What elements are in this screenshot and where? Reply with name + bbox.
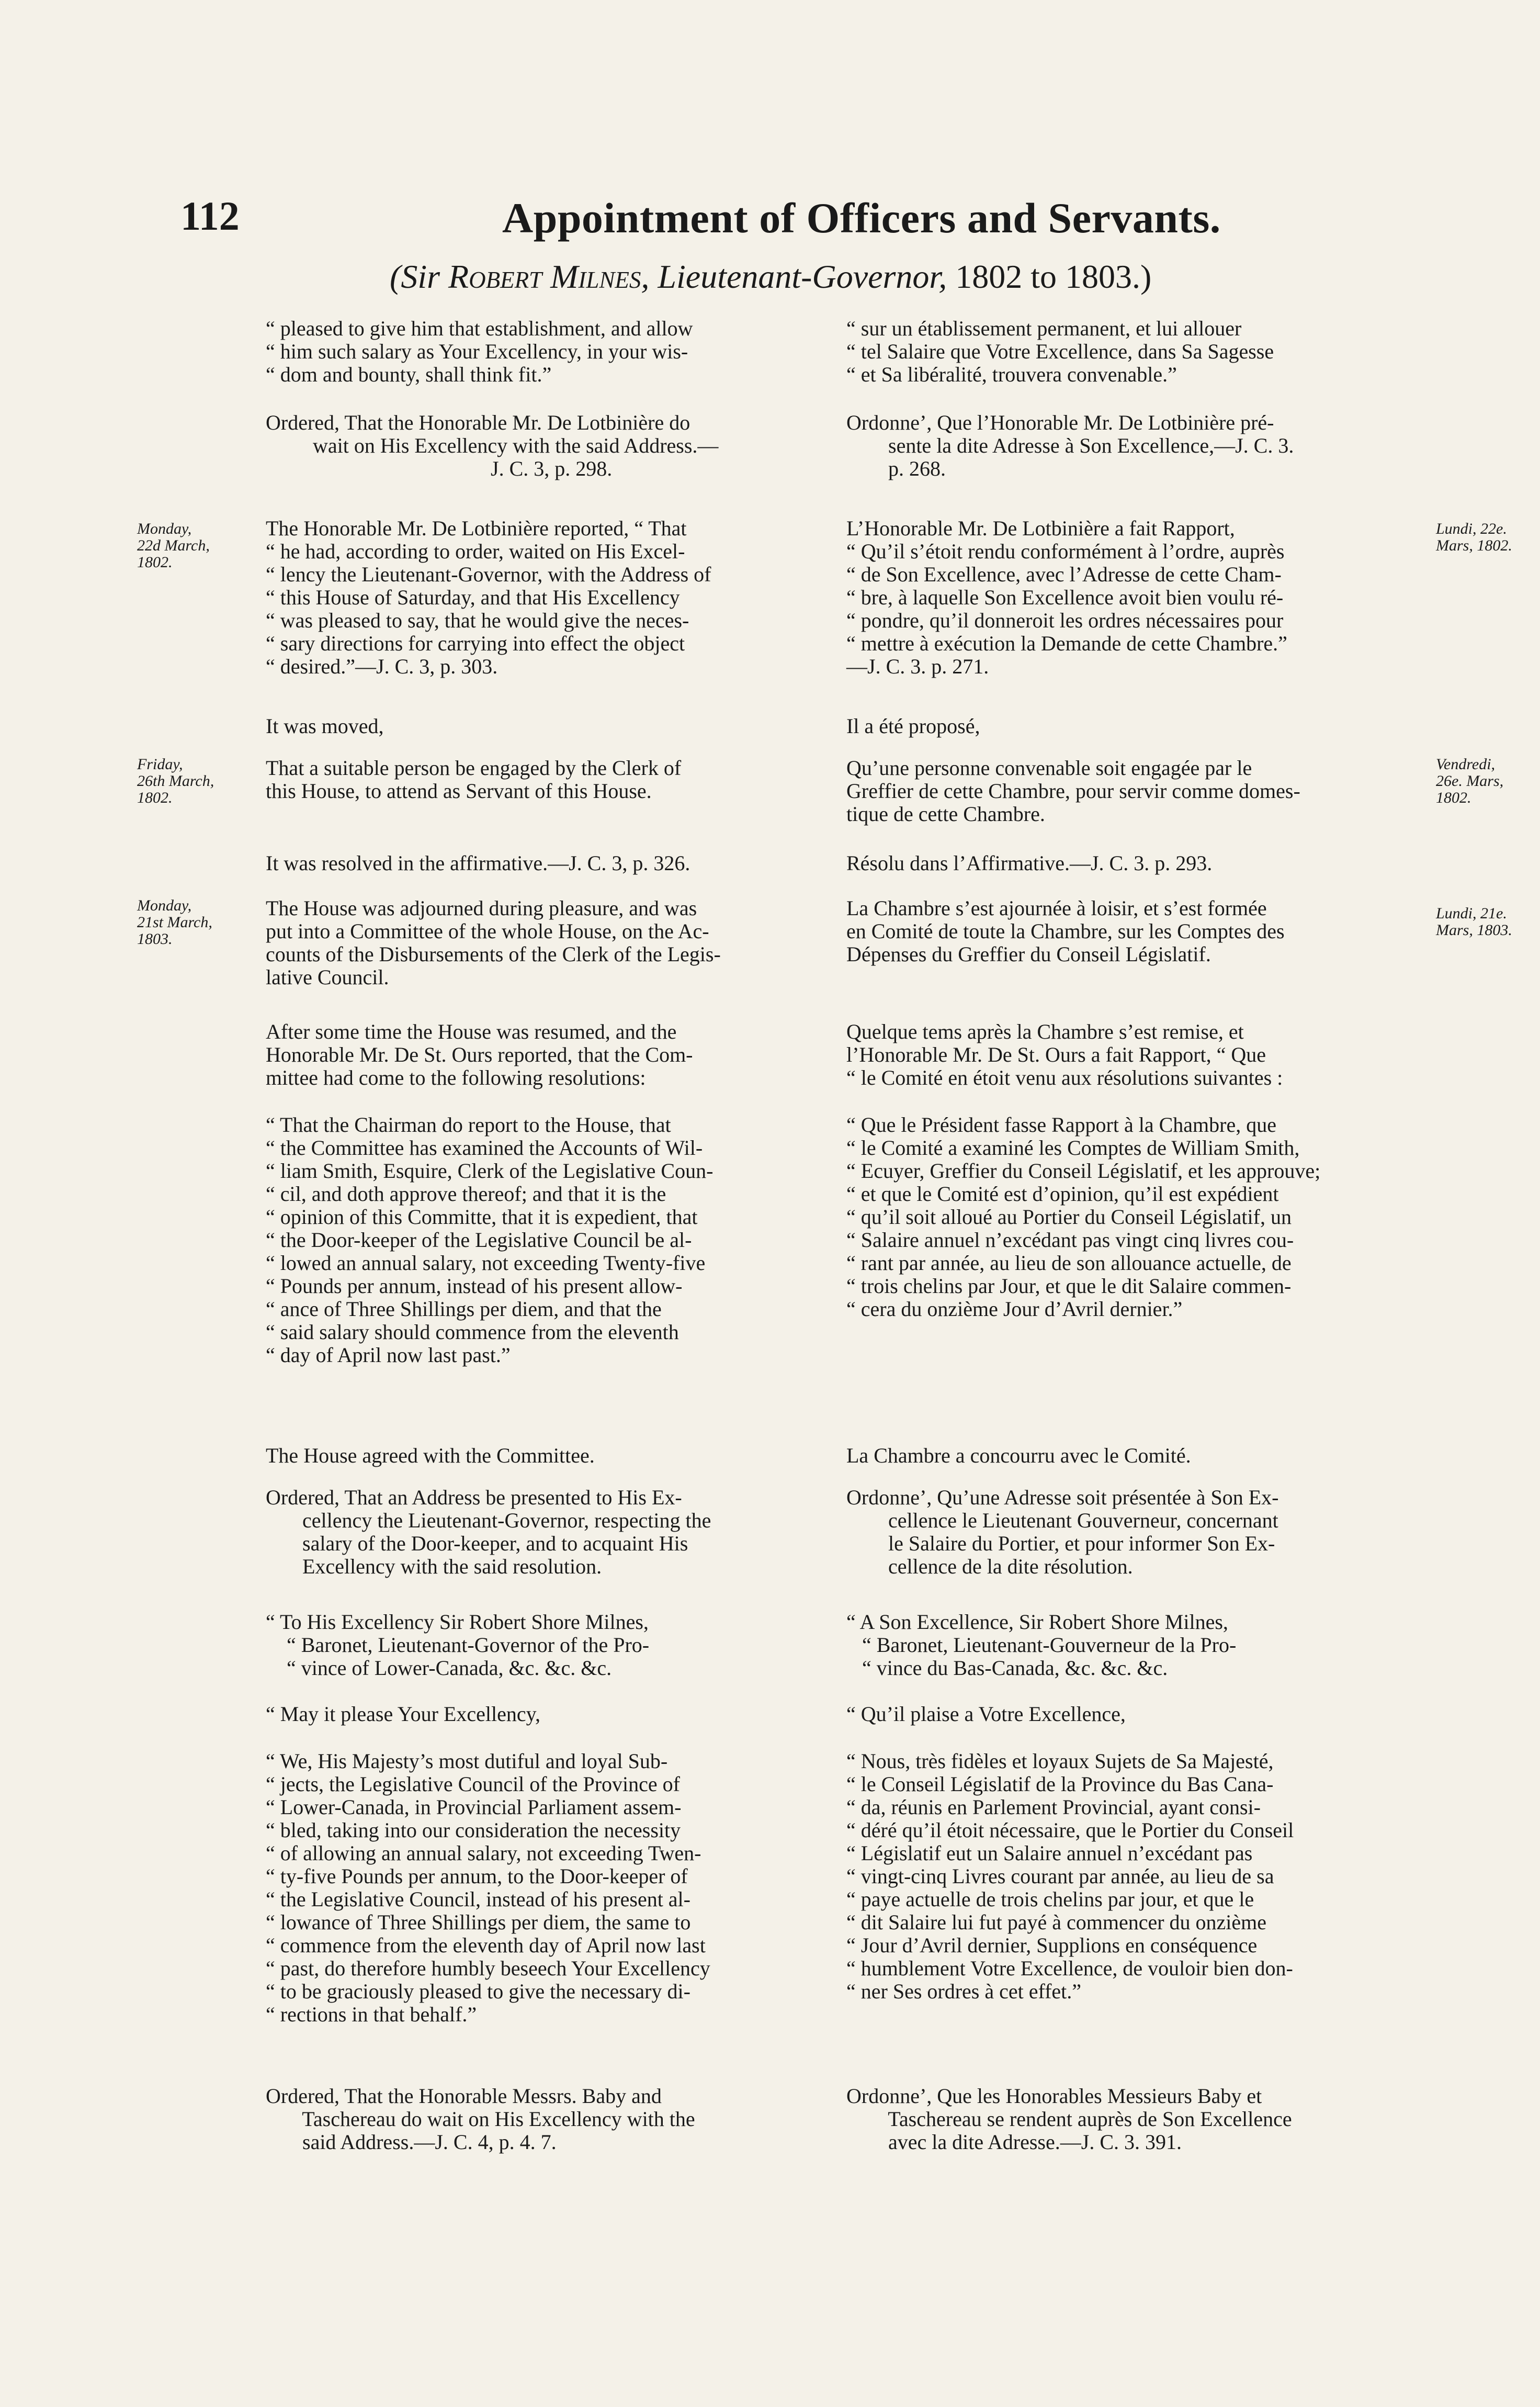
fr-paragraph-15: Ordonne’, Que les Honorables Messieurs Baby et Taschereau se rendent auprès de Son Excellence avec la dite Adresse.—J. C. 3. 391. (846, 2084, 1292, 2154)
fr-paragraph-7: La Chambre s’est ajournée à loisir, et s’est formée en Comité de toute la Chambre, sur les Comptes des Dépenses du Greffier du Conseil Législatif. (846, 896, 1285, 966)
en-paragraph-2: Ordered, That the Honorable Mr. De Lotbinière do wait on His Excellency with the said Address.— J. C. 3, p. 298. (266, 411, 719, 480)
margin-date-friday-1802: Friday, 26th March, 1802. (137, 756, 214, 806)
page-subtitle (390, 257, 1151, 296)
fr-paragraph-2: Ordonne’, Que l’Honorable Mr. De Lotbinière pré- sente la dite Adresse à Son Excellence,—J. C. 3. p. 268. (846, 411, 1294, 480)
subtitle-years: 1802 to 1803.) (955, 258, 1152, 295)
fr-paragraph-13: “ Qu’il plaise a Votre Excellence, (846, 1702, 1126, 1726)
margin-date-lundi-1803: Lundi, 21e. Mars, 1803. (1436, 905, 1512, 939)
margin-date-lundi-1802: Lundi, 22e. Mars, 1802. (1436, 520, 1512, 554)
en-paragraph-1: “ pleased to give him that establishment, and allow “ him such salary as Your Excellency, in your wis- “ dom and bounty, shall think fit.” (266, 317, 693, 386)
fr-paragraph-4: Il a été proposé, (846, 714, 980, 738)
margin-date-monday-1802: Monday, 22d March, 1802. (137, 520, 210, 571)
fr-paragraph-12: “ A Son Excellence, Sir Robert Shore Milnes, “ Baronet, Lieutenant-Gouverneur de la Pro- “ vince du Bas-Canada, &c. &c. &c. (846, 1610, 1237, 1680)
en-paragraph-5: That a suitable person be engaged by the Clerk of this House, to attend as Servant of this House. (266, 756, 682, 803)
margin-date-vendredi-1802: Vendredi, 26e. Mars, 1802. (1436, 756, 1504, 806)
fr-paragraph-11: Ordonne’, Qu’une Adresse soit présentée à Son Ex- cellence le Lieutenant Gouverneur, concernant le Salaire du Portier, et pour informer Son Ex- cellence de la dite résolution. (846, 1486, 1279, 1578)
subtitle-open: (Sir (390, 258, 448, 295)
en-paragraph-7: The House was adjourned during pleasure, and was put into a Committee of the whole House, on the Ac- counts of the Disbursements of the Clerk of the Legis- lative Council. (266, 896, 721, 989)
en-paragraph-8: After some time the House was resumed, and the Honorable Mr. De St. Ours reported, that the Com- mittee had come to the following resolutions: (266, 1020, 693, 1089)
subtitle-name: Robert Milnes, (448, 258, 650, 295)
en-paragraph-13: “ May it please Your Excellency, (266, 1702, 541, 1726)
en-paragraph-15: Ordered, That the Honorable Messrs. Baby and Taschereau do wait on His Excellency with the said Address.—J. C. 4, p. 4. 7. (266, 2084, 695, 2154)
en-paragraph-9: “ That the Chairman do report to the House, that “ the Committee has examined the Accounts of Wil- “ liam Smith, Esquire, Clerk of the Legislative Coun- “ cil, and doth approve thereof; and that it is the “ opinion of this Committe, that it is expedient, that “ the Door-keeper of the Legislative Council be al- “ lowed an annual salary, not exceeding Twenty-five “ Pounds per annum, instead of his present allow- “ ance of Three Shillings per diem, and that the “ said salary should commence from the eleventh “ day of April now last past.” (266, 1113, 714, 1367)
en-paragraph-4: It was moved, (266, 714, 384, 738)
en-paragraph-6: It was resolved in the affirmative.—J. C. 3, p. 326. (266, 851, 690, 875)
fr-paragraph-8: Quelque tems après la Chambre s’est remise, et l’Honorable Mr. De St. Ours a fait Rapport, “ Que “ le Comité en étoit venu aux résolutions suivantes : (846, 1020, 1283, 1089)
subtitle-role: Lieutenant-Governor, (649, 258, 956, 295)
fr-paragraph-1: “ sur un établissement permanent, et lui allouer “ tel Salaire que Votre Excellence, dans Sa Sagesse “ et Sa libéralité, trouvera convenable.” (846, 317, 1274, 386)
en-paragraph-10: The House agreed with the Committee. (266, 1444, 595, 1467)
en-paragraph-11: Ordered, That an Address be presented to His Ex- cellency the Lieutenant-Governor, respecting the salary of the Door-keeper, and to acquaint His Excellency with the said resolution. (266, 1486, 711, 1578)
fr-paragraph-6: Résolu dans l’Affirmative.—J. C. 3. p. 293. (846, 851, 1213, 875)
en-paragraph-14: “ We, His Majesty’s most dutiful and loyal Sub- “ jects, the Legislative Council of the Province of “ Lower-Canada, in Provincial Parliament assem- “ bled, taking into our consideration the necessity “ of allowing an annual salary, not exceeding Twen- “ ty-five Pounds per annum, to the Door-keeper of “ the Legislative Council, instead of his present al- “ lowance of Three Shillings per diem, the same to “ commence from the eleventh day of April now last “ past, do therefore humbly beseech Your Excellency “ to be graciously pleased to give the necessary di- “ rections in that behalf.” (266, 1749, 710, 2026)
page-title: Appointment of Officers and Servants. (502, 194, 1221, 242)
fr-paragraph-5: Qu’une personne convenable soit engagée par le Greffier de cette Chambre, pour servir comme domes- tique de cette Chambre. (846, 756, 1300, 826)
en-paragraph-3: The Honorable Mr. De Lotbinière reported, “ That “ he had, according to order, waited on His Excel- “ lency the Lieutenant-Governor, with the Address of “ this House of Saturday, and that His Excellency “ was pleased to say, that he would give the neces- “ sary directions for carrying into effect the object “ desired.”—J. C. 3, p. 303. (266, 516, 711, 678)
fr-paragraph-3: L’Honorable Mr. De Lotbinière a fait Rapport, “ Qu’il s’étoit rendu conformément à l’ordre, auprès “ de Son Excellence, avec l’Adresse de cette Cham- “ bre, à laquelle Son Excellence avoit bien voulu ré- “ pondre, qu’il donneroit les ordres nécessaires pour “ mettre à exécution la Demande de cette Chambre.” —J. C. 3. p. 271. (846, 516, 1287, 678)
margin-date-monday-1803: Monday, 21st March, 1803. (137, 897, 212, 948)
fr-paragraph-9: “ Que le Président fasse Rapport à la Chambre, que “ le Comité a examiné les Comptes de William Smith, “ Ecuyer, Greffier du Conseil Législatif, et les approuve; “ et que le Comité est d’opinion, qu’il est expédient “ qu’il soit alloué au Portier du Conseil Législatif, un “ Salaire annuel n’excédant pas vingt cinq livres cou- “ rant par année, au lieu de son allouance actuelle, de “ trois chelins par Jour, et que le dit Salaire commen- “ cera du onzième Jour d’Avril dernier.” (846, 1113, 1321, 1321)
fr-paragraph-14: “ Nous, très fidèles et loyaux Sujets de Sa Majesté, “ le Conseil Législatif de la Province du Bas Cana- “ da, réunis en Parlement Provincial, ayant consi- “ déré qu’il étoit nécessaire, que le Portier du Conseil “ Législatif eut un Salaire annuel n’excédant pas “ vingt-cinq Livres courant par année, au lieu de sa “ paye actuelle de trois chelins par jour, et que le “ dit Salaire lui fut payé à commencer du onzième “ Jour d’Avril dernier, Supplions en conséquence “ humblement Votre Excellence, de vouloir bien don- “ ner Ses ordres à cet effet.” (846, 1749, 1294, 2003)
en-paragraph-12: “ To His Excellency Sir Robert Shore Milnes, “ Baronet, Lieutenant-Governor of the Pro- “ vince of Lower-Canada, &c. &c. &c. (266, 1610, 650, 1680)
page-number: 112 (180, 193, 240, 239)
fr-paragraph-10: La Chambre a concourru avec le Comité. (846, 1444, 1191, 1467)
